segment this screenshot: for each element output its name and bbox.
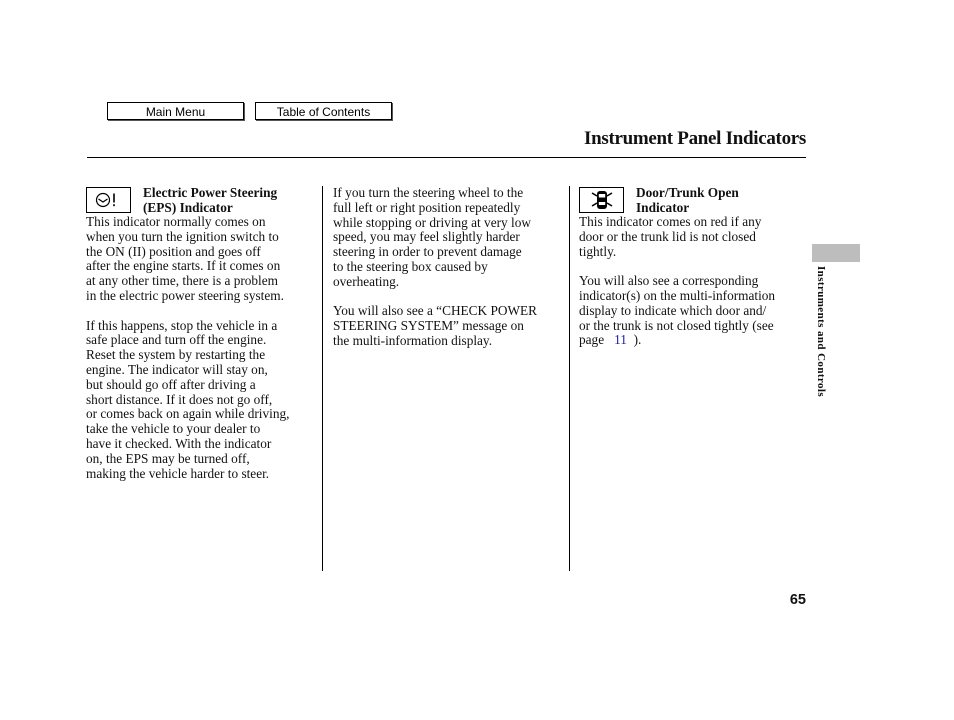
text-line: the ON (II) position and goes off xyxy=(86,243,261,259)
eps-warning-icon xyxy=(92,191,126,209)
text-line: on, the EPS may be turned off, xyxy=(86,450,250,466)
text-line: full left or right position repeatedly xyxy=(333,199,521,215)
text-line: display to indicate which door and/ xyxy=(579,302,767,318)
text-line: safe place and turn off the engine. xyxy=(86,332,267,348)
door-heading-line1: Door/Trunk Open xyxy=(636,185,739,200)
page-ref-suffix: ). xyxy=(633,332,642,348)
eps-heading xyxy=(143,186,277,216)
text-line: This indicator comes on red if any xyxy=(579,214,762,229)
text-line: take the vehicle to your dealer to xyxy=(86,421,261,437)
text-line: after the engine starts. If it comes on xyxy=(86,258,281,274)
column-divider-2 xyxy=(569,186,570,571)
text-line: STEERING SYSTEM” message on xyxy=(333,318,524,334)
page-ref-link[interactable]: 11 xyxy=(614,332,627,348)
text-line: overheating. xyxy=(333,273,400,289)
title-divider xyxy=(87,157,806,158)
column-3 xyxy=(579,215,807,348)
text-line: speed, you may feel slightly harder xyxy=(333,229,520,245)
text-line: engine. The indicator will stay on, xyxy=(86,361,268,377)
text-line: have it checked. With the indicator xyxy=(86,435,272,451)
page-reference-line xyxy=(579,333,807,348)
text-line: or the trunk is not closed tightly (see xyxy=(579,317,774,333)
text-line: If this happens, stop the vehicle in a xyxy=(86,317,278,333)
text-line: but should go off after driving a xyxy=(86,376,256,392)
text-line: door or the trunk lid is not closed xyxy=(579,228,756,244)
page-number: 65 xyxy=(789,592,806,608)
eps-indicator-box xyxy=(86,187,131,213)
door-heading-line2: Indicator xyxy=(636,199,690,215)
main-menu-button[interactable]: Main Menu xyxy=(107,102,244,120)
section-tab xyxy=(812,244,860,262)
page-title: Instrument Panel Indicators xyxy=(583,128,806,149)
text-line: indicator(s) on the multi-information xyxy=(579,287,776,303)
table-of-contents-button[interactable]: Table of Contents xyxy=(255,102,392,120)
text-line: You will also see a “CHECK POWER xyxy=(333,303,538,319)
section-label: Instruments and Controls xyxy=(815,266,827,398)
text-line: in the electric power steering system. xyxy=(86,287,284,303)
eps-heading-line1: Electric Power Steering xyxy=(143,185,278,200)
text-line: to the steering box caused by xyxy=(333,258,488,274)
column-2 xyxy=(333,186,565,349)
text-line: or comes back on again while driving, xyxy=(86,406,290,422)
text-line: the multi-information display. xyxy=(333,332,493,348)
door-open-icon xyxy=(587,189,617,211)
text-line: while stopping or driving at very low xyxy=(333,214,531,230)
text-line: You will also see a corresponding xyxy=(579,273,759,289)
text-line: short distance. If it does not go off, xyxy=(86,391,273,407)
text-line: steering in order to prevent damage xyxy=(333,244,522,260)
door-heading xyxy=(636,186,739,216)
eps-heading-line2: (EPS) Indicator xyxy=(143,199,233,215)
text-line: This indicator normally comes on xyxy=(86,214,266,229)
text-line: when you turn the ignition switch to xyxy=(86,228,279,244)
text-line: at any other time, there is a problem xyxy=(86,273,278,289)
column-1 xyxy=(86,215,318,481)
text-line: Reset the system by restarting the xyxy=(86,347,266,363)
page-ref-prefix: page xyxy=(579,332,605,348)
text-line: making the vehicle harder to steer. xyxy=(86,465,270,481)
text-line: tightly. xyxy=(579,243,617,259)
text-line: If you turn the steering wheel to the xyxy=(333,185,524,200)
column-divider-1 xyxy=(322,186,323,571)
door-indicator-box xyxy=(579,187,624,213)
